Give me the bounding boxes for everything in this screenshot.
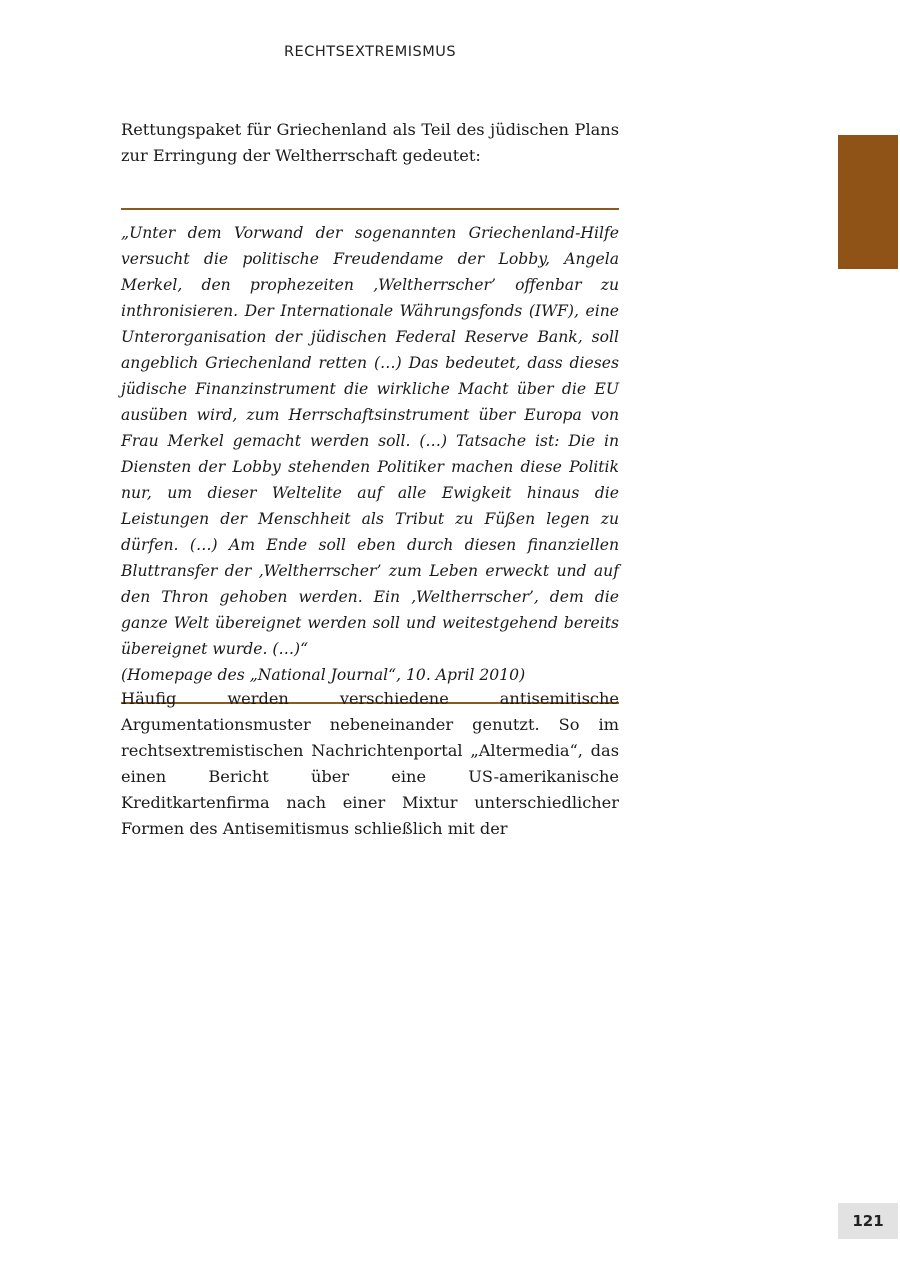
quote-box [121,208,619,704]
body-paragraph [121,686,619,842]
quote-text: „Unter dem Vorwand der sogenannten Griechenland-Hilfe versucht die politische Freudendame der Lobby, Angela Merkel, den prophezeiten ‚Weltherrscher’ offenbar zu inthronisieren. Der Internationale Währungsfonds (IWF), eine Unterorganisation der jüdischen Federal Reserve Bank, soll angeblich Griechenland retten (…) Das bedeutet, dass dieses jüdische Finanzinstrument die wirkliche Macht über die EU ausüben wird, zum Herrschaftsinstrument über Europa von Frau Merkel gemacht werden soll. (…) Tatsache ist: Die in Diensten der Lobby stehenden Politiker machen diese Politik nur, um dieser Weltelite auf alle Ewigkeit hinaus die Leistungen der Menschheit als Tribut zu Füßen legen zu dürfen. (…) Am Ende soll eben durch diesen finanziellen Bluttransfer der ‚Weltherrscher’ zum Leben erweckt und auf den Thron gehoben werden. Ein ‚Weltherrscher’, dem die ganze Welt übereignet werden soll und weitestgehend bereits übereignet wurde. (…)“ [121,224,619,658]
page-number: 121 [838,1203,898,1239]
quote-source: (Homepage des „National Journal“, 10. April 2010) [121,666,526,684]
chapter-tab-marker [838,135,898,269]
intro-text: Rettungspaket für Griechenland als Teil des jüdischen Plans zur Erringung der Weltherrschaft gedeutet: [121,120,619,165]
running-header: RECHTSEXTREMISMUS [283,44,457,60]
intro-paragraph [121,117,619,169]
body-text: Häufig werden verschiedene antisemitische Argumentationsmuster nebeneinander genutzt. So im rechtsextremistischen Nachrichtenportal „Altermedia“, das einen Bericht über eine US-amerikanische Kreditkartenfirma nach einer Mixtur unterschiedlicher Formen des Antisemitismus schließlich mit der [121,689,619,838]
